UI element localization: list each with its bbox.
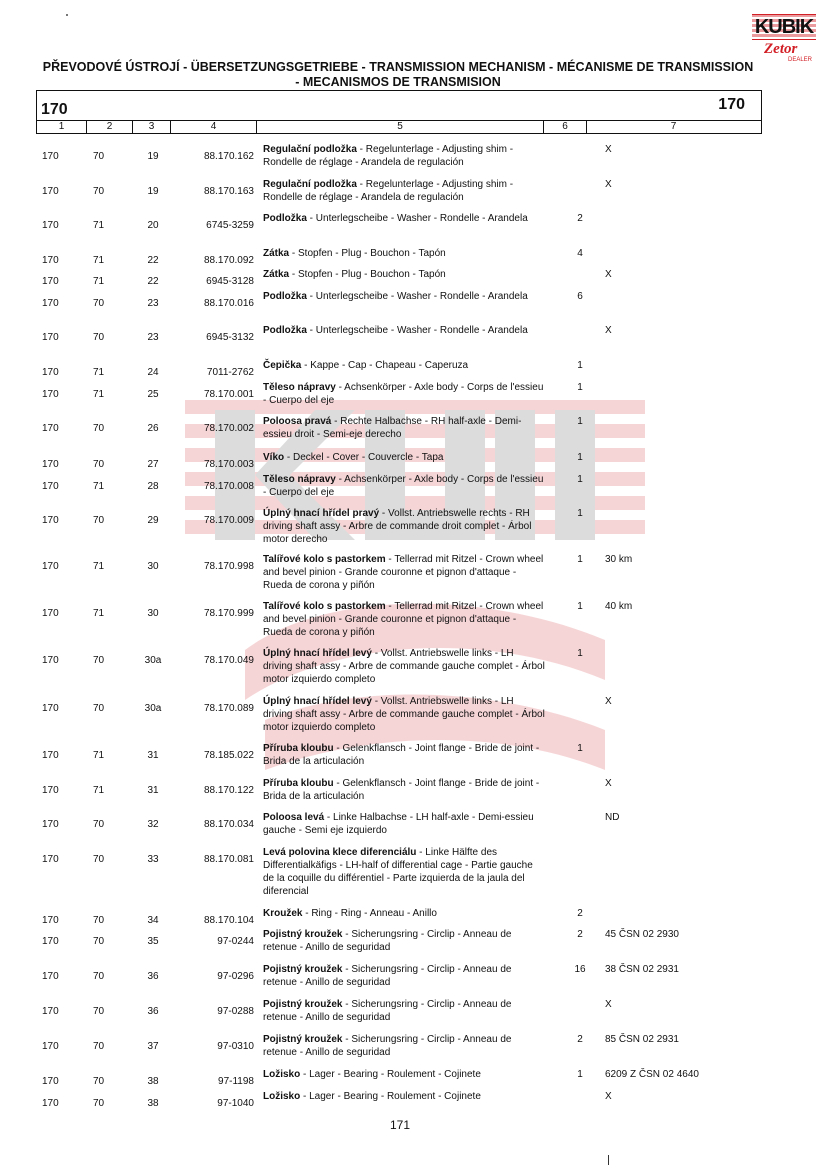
part-name: Zátka — [263, 269, 290, 280]
figure-cell: 70 — [93, 936, 105, 947]
description-cell — [263, 324, 545, 337]
part-number-cell: 88.170.104 — [203, 915, 254, 926]
figure-cell: 71 — [93, 561, 105, 572]
column-header-5: 5 — [257, 121, 544, 134]
position-cell: 38 — [147, 1098, 159, 1109]
note-cell: X — [605, 778, 612, 789]
part-name: Úplný hnací hřídel levý — [263, 696, 372, 707]
part-name: Poloosa pravá — [263, 416, 332, 427]
part-number-cell: 88.170.092 — [203, 255, 254, 266]
figure-cell: 71 — [93, 785, 105, 796]
group-cell: 170 — [42, 389, 59, 400]
quantity-cell: 2 — [577, 908, 583, 919]
part-name: Podložka — [263, 325, 307, 336]
position-cell: 36 — [147, 1006, 159, 1017]
group-cell: 170 — [42, 750, 59, 761]
note-cell: X — [605, 179, 612, 190]
part-name: Podložka — [263, 213, 307, 224]
kubik-zetor-logo — [752, 14, 816, 64]
part-name: Těleso nápravy — [263, 474, 336, 485]
figure-cell: 71 — [93, 750, 105, 761]
group-number-right: 170 — [718, 96, 745, 113]
position-cell: 31 — [147, 785, 159, 796]
description-cell — [263, 381, 545, 407]
position-cell: 30a — [144, 655, 162, 666]
figure-cell: 71 — [93, 276, 105, 287]
position-cell: 28 — [147, 481, 159, 492]
column-header-4: 4 — [171, 121, 257, 134]
description-cell — [263, 268, 545, 281]
description-cell — [263, 507, 545, 546]
figure-cell: 70 — [93, 915, 105, 926]
quantity-cell: 1 — [577, 601, 583, 612]
quantity-cell: 1 — [577, 382, 583, 393]
quantity-cell: 1 — [577, 452, 583, 463]
figure-cell: 71 — [93, 389, 105, 400]
description-cell — [263, 290, 545, 303]
description-cell — [263, 451, 545, 464]
column-header-6: 6 — [544, 121, 587, 134]
figure-cell: 70 — [93, 971, 105, 982]
scan-mark — [608, 1155, 609, 1165]
scan-speck — [66, 14, 68, 16]
column-header-3: 3 — [133, 121, 171, 134]
position-cell: 33 — [147, 854, 159, 865]
column-header-2: 2 — [87, 121, 133, 134]
figure-cell: 70 — [93, 1006, 105, 1017]
group-cell: 170 — [42, 915, 59, 926]
part-number-cell: 97-0288 — [217, 1006, 254, 1017]
quantity-cell: 1 — [577, 474, 583, 485]
part-translations: - Achsenkörper - Axle body - Corps de l'essieu - Cuerpo del eje — [263, 382, 544, 406]
quantity-cell: 1 — [577, 554, 583, 565]
figure-cell: 70 — [93, 186, 105, 197]
description-cell — [263, 553, 545, 592]
group-cell: 170 — [42, 703, 59, 714]
part-number-cell: 78.170.999 — [203, 608, 254, 619]
position-cell: 23 — [147, 332, 159, 343]
group-cell: 170 — [42, 298, 59, 309]
part-name: Úplný hnací hřídel pravý — [263, 508, 380, 519]
part-translations: - Gelenkflansch - Joint flange - Bride de joint - Brida de la articulación — [263, 743, 540, 767]
part-name: Talířové kolo s pastorkem — [263, 601, 386, 612]
part-translations: - Deckel - Cover - Couvercle - Tapa — [284, 452, 444, 463]
part-name: Podložka — [263, 291, 307, 302]
part-translations: - Lager - Bearing - Roulement - Cojinete — [300, 1091, 481, 1102]
group-cell: 170 — [42, 854, 59, 865]
part-translations: - Stopfen - Plug - Bouchon - Tapón — [289, 248, 446, 259]
description-cell — [263, 695, 545, 734]
position-cell: 20 — [147, 220, 159, 231]
group-number-left: 170 — [41, 101, 68, 118]
part-number-cell: 78.170.008 — [203, 481, 254, 492]
position-cell: 24 — [147, 367, 159, 378]
position-cell: 30 — [147, 561, 159, 572]
figure-cell: 71 — [93, 255, 105, 266]
note-cell: X — [605, 144, 612, 155]
part-translations: - Lager - Bearing - Roulement - Cojinete — [300, 1069, 481, 1080]
column-header-1: 1 — [37, 121, 87, 134]
part-number-cell: 78.170.089 — [203, 703, 254, 714]
quantity-cell: 1 — [577, 360, 583, 371]
part-name: Víko — [263, 452, 285, 463]
part-translations: - Vollst. Antriebswelle rechts - RH driving shaft assy - Arbre de commande droit complet - Árbol motor derecho — [263, 508, 532, 545]
part-translations: - Sicherungsring - Circlip - Anneau de retenue - Anillo de seguridad — [263, 999, 512, 1023]
quantity-cell: 2 — [577, 213, 583, 224]
zetor-logo-text: Zetor — [764, 41, 798, 57]
description-cell — [263, 811, 545, 837]
description-cell — [263, 212, 545, 225]
part-number-cell: 78.170.003 — [203, 459, 254, 470]
part-translations: - Unterlegscheibe - Washer - Rondelle - Arandela — [306, 291, 528, 302]
note-cell: X — [605, 269, 612, 280]
group-cell: 170 — [42, 785, 59, 796]
group-cell: 170 — [42, 186, 59, 197]
figure-cell: 70 — [93, 151, 105, 162]
description-cell — [263, 247, 545, 260]
column-header-7: 7 — [670, 121, 677, 132]
description-cell — [263, 600, 545, 639]
figure-cell: 70 — [93, 459, 105, 470]
group-cell: 170 — [42, 936, 59, 947]
position-cell: 29 — [147, 515, 159, 526]
figure-cell: 71 — [93, 608, 105, 619]
part-number-cell: 88.170.034 — [203, 819, 254, 830]
position-cell: 32 — [147, 819, 159, 830]
part-number-cell: 88.170.163 — [203, 186, 254, 197]
position-cell: 19 — [147, 151, 159, 162]
group-cell: 170 — [42, 423, 59, 434]
quantity-cell: 16 — [574, 964, 586, 975]
note-cell: 6209 Z ČSN 02 4640 — [605, 1069, 699, 1080]
description-cell — [263, 647, 545, 686]
position-cell: 31 — [147, 750, 159, 761]
part-name: Pojistný kroužek — [263, 929, 343, 940]
group-cell: 170 — [42, 276, 59, 287]
part-translations: - Vollst. Antriebswelle links - LH driving shaft assy - Arbre de commande gauche complet - Árbol motor izquierdo completo — [263, 648, 545, 685]
part-translations: - Sicherungsring - Circlip - Anneau de retenue - Anillo de seguridad — [263, 1034, 512, 1058]
page-number: 171 — [389, 1118, 411, 1132]
figure-cell: 70 — [93, 1076, 105, 1087]
group-cell: 170 — [42, 255, 59, 266]
position-cell: 38 — [147, 1076, 159, 1087]
quantity-cell: 6 — [577, 291, 583, 302]
figure-cell: 70 — [93, 298, 105, 309]
note-cell: 30 km — [605, 554, 633, 565]
part-translations: - Rechte Halbachse - RH half-axle - Demi-essieu droit - Semi-eje derecho — [263, 416, 522, 440]
position-cell: 19 — [147, 186, 159, 197]
position-cell: 30a — [144, 703, 162, 714]
part-translations: - Regelunterlage - Adjusting shim - Rondelle de réglage - Arandela de regulación — [263, 179, 514, 203]
page-title: PŘEVODOVÉ ÚSTROJÍ - ÜBERSETZUNGSGETRIEBE - TRANSMISSION MECHANISM - MÉCANISME DE TRANSMISSION - MECANISMOS DE TRANSMISION — [42, 60, 754, 89]
figure-cell: 70 — [93, 1041, 105, 1052]
group-cell: 170 — [42, 819, 59, 830]
part-name: Příruba kloubu — [263, 778, 334, 789]
part-number-cell: 88.170.016 — [203, 298, 254, 309]
part-translations: - Tellerrad mit Ritzel - Crown wheel and bevel pinion - Grande couronne et pignon d'attaque - Rueda de corona y piñón — [263, 554, 544, 591]
description-cell — [263, 359, 545, 372]
note-cell: 85 ČSN 02 2931 — [605, 1034, 679, 1045]
group-cell: 170 — [42, 561, 59, 572]
position-cell: 23 — [147, 298, 159, 309]
group-cell: 170 — [42, 1076, 59, 1087]
part-translations: - Stopfen - Plug - Bouchon - Tapón — [289, 269, 446, 280]
part-name: Pojistný kroužek — [263, 999, 343, 1010]
figure-cell: 71 — [93, 367, 105, 378]
position-cell: 27 — [147, 459, 159, 470]
part-translations: - Regelunterlage - Adjusting shim - Rondelle de réglage - Arandela de regulación — [263, 144, 514, 168]
part-translations: - Unterlegscheibe - Washer - Rondelle - Arandela — [306, 325, 528, 336]
part-number-cell: 78.170.002 — [203, 423, 254, 434]
group-cell: 170 — [42, 608, 59, 619]
part-translations: - Sicherungsring - Circlip - Anneau de retenue - Anillo de seguridad — [263, 964, 512, 988]
position-cell: 35 — [147, 936, 159, 947]
description-cell — [263, 415, 545, 441]
group-cell: 170 — [42, 332, 59, 343]
part-name: Levá polovina klece diferenciálu — [263, 847, 417, 858]
position-cell: 22 — [147, 276, 159, 287]
group-cell: 170 — [42, 367, 59, 378]
table-header — [36, 90, 762, 134]
part-number-cell: 6745-3259 — [206, 220, 254, 231]
note-cell: X — [605, 325, 612, 336]
position-cell: 30 — [147, 608, 159, 619]
part-name: Poloosa levá — [263, 812, 325, 823]
figure-cell: 70 — [93, 854, 105, 865]
group-cell: 170 — [42, 655, 59, 666]
description-cell — [263, 1090, 545, 1103]
part-translations: - Tellerrad mit Ritzel - Crown wheel and bevel pinion - Grande couronne et pignon d'attaque - Rueda de corona y piñón — [263, 601, 544, 638]
position-cell: 36 — [147, 971, 159, 982]
description-cell — [263, 742, 545, 768]
part-number-cell: 6945-3132 — [206, 332, 254, 343]
figure-cell: 71 — [93, 220, 105, 231]
part-name: Ložisko — [263, 1069, 301, 1080]
figure-cell: 70 — [93, 655, 105, 666]
part-translations: - Vollst. Antriebswelle links - LH driving shaft assy - Arbre de commande gauche complet - Árbol motor izquierdo completo — [263, 696, 545, 733]
part-number-cell: 78.185.022 — [203, 750, 254, 761]
group-cell: 170 — [42, 1098, 59, 1109]
position-cell: 25 — [147, 389, 159, 400]
part-translations: - Sicherungsring - Circlip - Anneau de retenue - Anillo de seguridad — [263, 929, 512, 953]
description-cell — [263, 143, 545, 169]
part-number-cell: 97-0296 — [217, 971, 254, 982]
part-translations: - Kappe - Cap - Chapeau - Caperuza — [301, 360, 469, 371]
figure-cell: 70 — [93, 703, 105, 714]
part-number-cell: 78.170.998 — [203, 561, 254, 572]
description-cell — [263, 473, 545, 499]
group-cell: 170 — [42, 481, 59, 492]
part-name: Regulační podložka — [263, 144, 357, 155]
dealer-logo-text: DEALER — [788, 57, 813, 63]
group-cell: 170 — [42, 1041, 59, 1052]
group-cell: 170 — [42, 515, 59, 526]
quantity-cell: 1 — [577, 416, 583, 427]
description-cell — [263, 963, 545, 989]
figure-cell: 70 — [93, 515, 105, 526]
description-cell — [263, 846, 545, 898]
part-name: Pojistný kroužek — [263, 1034, 343, 1045]
part-name: Talířové kolo s pastorkem — [263, 554, 386, 565]
part-name: Regulační podložka — [263, 179, 357, 190]
part-translations: - Achsenkörper - Axle body - Corps de l'essieu - Cuerpo del eje — [263, 474, 544, 498]
note-cell: X — [605, 696, 612, 707]
part-number-cell: 78.170.001 — [203, 389, 254, 400]
group-cell: 170 — [42, 459, 59, 470]
note-cell: 45 ČSN 02 2930 — [605, 929, 679, 940]
description-cell — [263, 1033, 545, 1059]
note-cell: 38 ČSN 02 2931 — [605, 964, 679, 975]
quantity-cell: 1 — [577, 648, 583, 659]
figure-cell: 70 — [93, 1098, 105, 1109]
part-translations: - Ring - Ring - Anneau - Anillo — [302, 908, 437, 919]
description-cell — [263, 777, 545, 803]
part-number-cell: 88.170.122 — [203, 785, 254, 796]
part-name: Příruba kloubu — [263, 743, 334, 754]
position-cell: 26 — [147, 423, 159, 434]
part-number-cell: 78.170.049 — [203, 655, 254, 666]
part-number-cell: 6945-3128 — [206, 276, 254, 287]
description-cell — [263, 178, 545, 204]
description-cell — [263, 1068, 545, 1081]
part-number-cell: 97-0310 — [217, 1041, 254, 1052]
quantity-cell: 1 — [577, 743, 583, 754]
description-cell — [263, 998, 545, 1024]
group-cell: 170 — [42, 151, 59, 162]
group-cell: 170 — [42, 1006, 59, 1017]
figure-cell: 70 — [93, 423, 105, 434]
quantity-cell: 1 — [577, 508, 583, 519]
part-number-cell: 97-1198 — [218, 1076, 254, 1087]
column-number-row — [37, 120, 761, 134]
description-cell — [263, 907, 545, 920]
description-cell — [263, 928, 545, 954]
part-name: Těleso nápravy — [263, 382, 336, 393]
part-translations: - Linke Halbachse - LH half-axle - Demi-essieu gauche - Semi eje izquierdo — [263, 812, 534, 836]
part-translations: - Linke Hälfte des Differentialkäfigs - LH-half of differential cage - Partie gauche de la coquille du différentiel - Parte izquierda de la jaula del diferencial — [263, 847, 533, 897]
part-number-cell: 88.170.081 — [203, 854, 254, 865]
position-cell: 22 — [147, 255, 159, 266]
quantity-cell: 2 — [577, 1034, 583, 1045]
position-cell: 34 — [147, 915, 159, 926]
part-name: Ložisko — [263, 1091, 301, 1102]
part-number-cell: 78.170.009 — [203, 515, 254, 526]
quantity-cell: 2 — [577, 929, 583, 940]
part-number-cell: 88.170.162 — [203, 151, 254, 162]
part-number-cell: 97-0244 — [217, 936, 254, 947]
part-number-cell: 97-1040 — [217, 1098, 254, 1109]
note-cell: X — [605, 999, 612, 1010]
note-cell: X — [605, 1091, 612, 1102]
figure-cell: 70 — [93, 332, 105, 343]
figure-cell: 71 — [93, 481, 105, 492]
note-cell: ND — [605, 812, 620, 823]
part-translations: - Gelenkflansch - Joint flange - Bride de joint - Brida de la articulación — [263, 778, 540, 802]
figure-cell: 70 — [93, 819, 105, 830]
kubik-logo-text: KUBIK — [752, 15, 816, 39]
part-name: Úplný hnací hřídel levý — [263, 648, 372, 659]
part-number-cell: 7011-2762 — [206, 367, 254, 378]
part-name: Čepička — [263, 360, 302, 371]
group-cell: 170 — [42, 971, 59, 982]
quantity-cell: 1 — [577, 1069, 583, 1080]
group-cell: 170 — [42, 220, 59, 231]
kubik-logo-mark — [752, 14, 816, 40]
note-cell: 40 km — [605, 601, 633, 612]
quantity-cell: 4 — [577, 248, 583, 259]
part-name: Zátka — [263, 248, 290, 259]
part-name: Pojistný kroužek — [263, 964, 343, 975]
position-cell: 37 — [147, 1041, 159, 1052]
part-translations: - Unterlegscheibe - Washer - Rondelle - Arandela — [306, 213, 528, 224]
part-name: Kroužek — [263, 908, 303, 919]
